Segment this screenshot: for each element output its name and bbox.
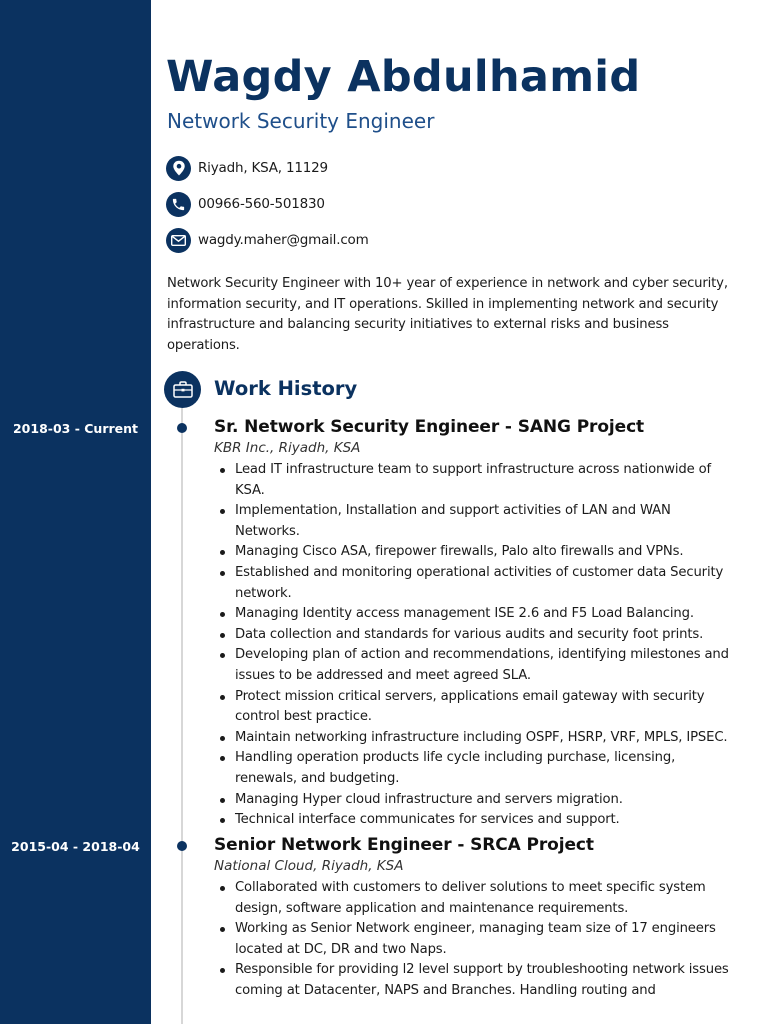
sidebar — [0, 0, 151, 1024]
location-pin-icon — [166, 156, 191, 181]
professional-summary: Network Security Engineer with 10+ year of experience in network and cyber security, information security, and IT operations. Skilled in implementing network and security infrastructure and balancing security initiatives to external risks and business operations. — [167, 276, 728, 353]
job-company: National Cloud, Riyadh, KSA — [214, 858, 404, 874]
contact-address — [166, 155, 328, 181]
list-item: Managing Cisco ASA, firepower firewalls, Palo alto firewalls and VPNs. — [214, 542, 734, 563]
list-item: Collaborated with customers to deliver solutions to meet specific system design, software application and maintenance requirements. — [214, 878, 734, 919]
briefcase-icon — [164, 371, 201, 408]
list-item: Established and monitoring operational activities of customer data Security network. — [214, 563, 734, 604]
list-item: Lead IT infrastructure team to support infrastructure across nationwide of KSA. — [214, 460, 734, 501]
list-item: Maintain networking infrastructure including OSPF, HSRP, VRF, MPLS, IPSEC. — [214, 728, 734, 749]
candidate-role: Network Security Engineer — [167, 109, 435, 133]
timeline-dot — [177, 841, 187, 851]
address-text: Riyadh, KSA, 11129 — [198, 160, 328, 176]
email-text: wagdy.maher@gmail.com — [198, 232, 369, 248]
list-item: Technical interface communicates for services and support. — [214, 810, 734, 831]
phone-text: 00966-560-501830 — [198, 196, 325, 212]
job-date: 2018-03 - Current — [12, 421, 139, 436]
envelope-icon — [166, 228, 191, 253]
job-title: Senior Network Engineer - SRCA Project — [214, 835, 594, 855]
phone-icon — [166, 192, 191, 217]
list-item: Implementation, Installation and support activities of LAN and WAN Networks. — [214, 501, 734, 542]
job-company: KBR Inc., Riyadh, KSA — [214, 440, 361, 456]
contact-phone — [166, 191, 325, 217]
list-item: Handling operation products life cycle including purchase, licensing, renewals, and budgeting. — [214, 748, 734, 789]
job-bullets — [214, 878, 734, 1002]
list-item: Working as Senior Network engineer, managing team size of 17 engineers located at DC, DR and two Naps. — [214, 919, 734, 960]
list-item: Developing plan of action and recommendations, identifying milestones and issues to be addressed and meet agreed SLA. — [214, 645, 734, 686]
job-bullets — [214, 460, 734, 831]
job-title: Sr. Network Security Engineer - SANG Project — [214, 417, 645, 437]
list-item: Managing Identity access management ISE 2.6 and F5 Load Balancing. — [214, 604, 734, 625]
work-history-heading: Work History — [214, 377, 358, 400]
list-item: Responsible for providing l2 level support by troubleshooting network issues coming at Datacenter, NAPS and Branches. Handling routing and — [214, 960, 734, 1001]
timeline-dot — [177, 423, 187, 433]
job-date: 2015-04 - 2018-04 — [11, 839, 140, 854]
list-item: Protect mission critical servers, applications email gateway with security control best practice. — [214, 687, 734, 728]
candidate-name: Wagdy Abdulhamid — [166, 52, 641, 102]
list-item: Data collection and standards for various audits and security foot prints. — [214, 625, 734, 646]
contact-email — [166, 227, 369, 253]
list-item: Managing Hyper cloud infrastructure and servers migration. — [214, 790, 734, 811]
timeline-line — [181, 404, 183, 1024]
